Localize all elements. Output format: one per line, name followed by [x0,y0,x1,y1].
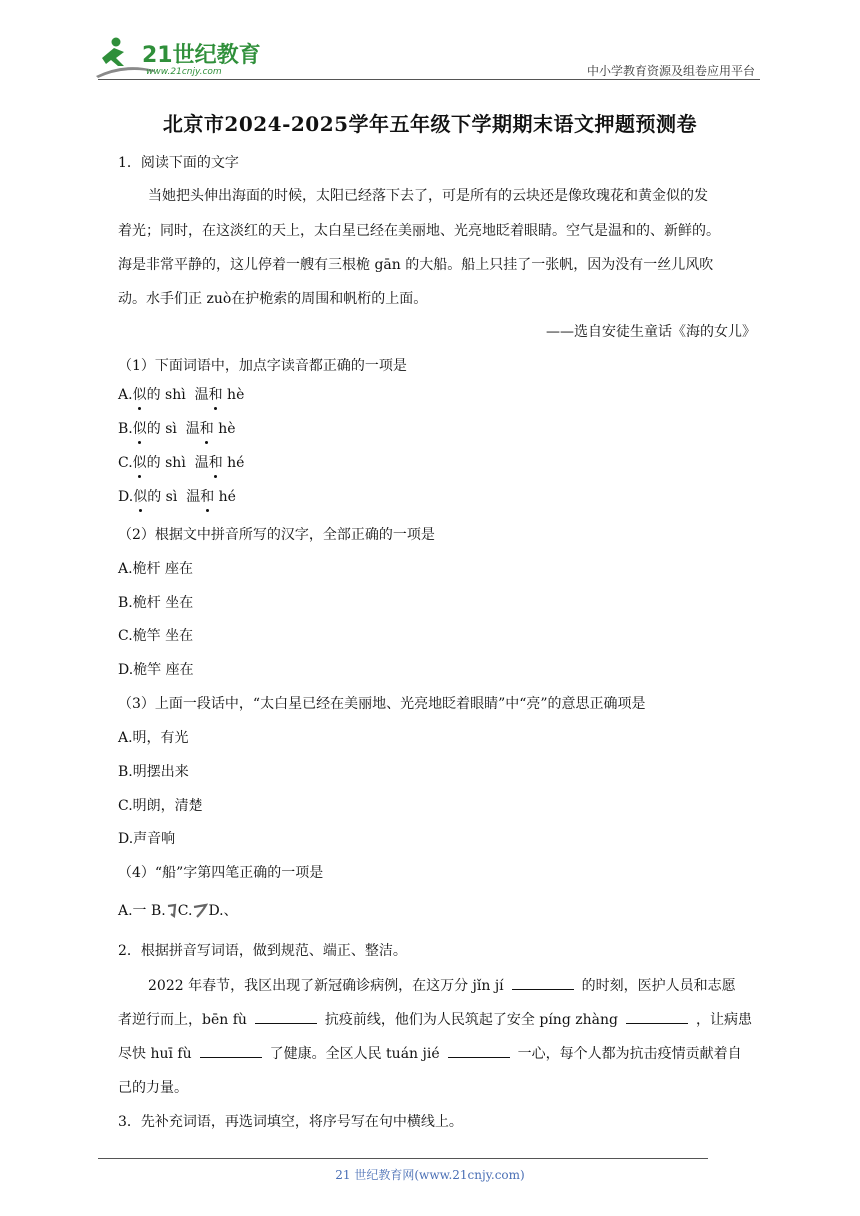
q1-sub4-options: A.一 B. C. D.、 [118,903,238,919]
answer-blank[interactable] [255,1009,317,1024]
q1-sub2-stem: （2）根据文中拼音所写的汉字，全部正确的一项是 [118,527,435,543]
q1-passage-line-4: 动。水手们正 zuò在护桅索的周围和帆桁的上面。 [118,291,428,307]
q1-sub3-option-b: B.明摆出来 [118,764,189,780]
logo-21cnjy [94,36,264,78]
answer-blank[interactable] [512,975,574,990]
q1-sub1-option-c: C.似的 shì 温和 hé [118,452,244,472]
q1-passage-line-3: 海是非常平静的，这儿停着一艘有三根桅 gān 的大船。船上只挂了一张帆，因为没有一丝儿风吹 [118,257,714,273]
q1-sub2-option-a: A.桅杆 座在 [118,561,194,577]
footer-text[interactable]: 21 世纪教育网(www.21cnjy.com) [335,1168,525,1182]
answer-blank[interactable] [200,1043,262,1058]
svg-text:21世纪教育: 21世纪教育 [142,43,261,68]
q1-source: ——选自安徒生童话《海的女儿》 [546,324,756,340]
answer-blank[interactable] [626,1009,688,1024]
stroke-hengpie-icon [192,903,208,919]
q1-sub1-option-a: A.似的 shì 温和 hè [118,384,244,404]
answer-blank[interactable] [448,1043,510,1058]
q2-line-1: 2022 年春节，我区出现了新冠确诊病例，在这万分 jǐn jí 的时刻，医护人员和志愿 [148,975,736,995]
header-divider [98,79,760,80]
q1-sub3-option-a: A.明，有光 [118,730,189,746]
q1-sub2-option-d: D.桅竿 座在 [118,662,194,678]
svg-text:www.21cnjy.com: www.21cnjy.com [146,67,222,77]
footer-divider [98,1158,708,1159]
q1-passage-line-2: 着光；同时，在这淡红的天上，太白星已经在美丽地、光亮地眨着眼睛。空气是温和的、新鲜的。 [118,223,720,239]
header-platform-text: 中小学教育资源及组卷应用平台 [586,64,755,78]
q1-sub1-stem: （1）下面词语中，加点字读音都正确的一项是 [118,358,407,374]
page-title: 北京市2024-2025学年五年级下学期期末语文押题预测卷 [162,112,698,136]
q1-sub2-option-c: C.桅竿 坐在 [118,628,194,644]
q3-heading: 3．先补充词语，再选词填空，将序号写在句中横线上。 [118,1114,463,1130]
q1-sub3-option-d: D.声音响 [118,831,176,847]
q1-sub1-option-b: B.似的 sì 温和 hè [118,418,236,438]
stroke-hengzhegou-icon [166,903,178,919]
q1-passage-line-1: 当她把头伸出海面的时候，太阳已经落下去了，可是所有的云块还是像玫瑰花和黄金似的发 [148,188,708,204]
q1-sub3-option-c: C.明朗，清楚 [118,798,203,814]
q1-sub1-option-d: D.似的 sì 温和 hé [118,486,236,506]
q1-sub2-option-b: B.桅杆 坐在 [118,595,194,611]
q2-heading: 2．根据拼音写词语，做到规范、端正、整洁。 [118,943,407,959]
q2-line-3: 尽快 huī fù 了健康。全区人民 tuán jié 一心，每个人都为抗击疫情贡献着自 [118,1043,742,1063]
q2-line-4: 己的力量。 [118,1080,188,1096]
q1-sub4-stem: （4）“船”字第四笔正确的一项是 [118,865,324,881]
q1-sub3-stem: （3）上面一段话中，“太白星已经在美丽地、光亮地眨着眼睛”中“亮”的意思正确项是 [118,696,646,712]
q2-line-2: 者逆行而上，bēn fù 抗疫前线，他们为人民筑起了安全 píng zhàng ，让病患 [118,1009,752,1029]
q1-heading: 1．阅读下面的文字 [118,155,239,171]
